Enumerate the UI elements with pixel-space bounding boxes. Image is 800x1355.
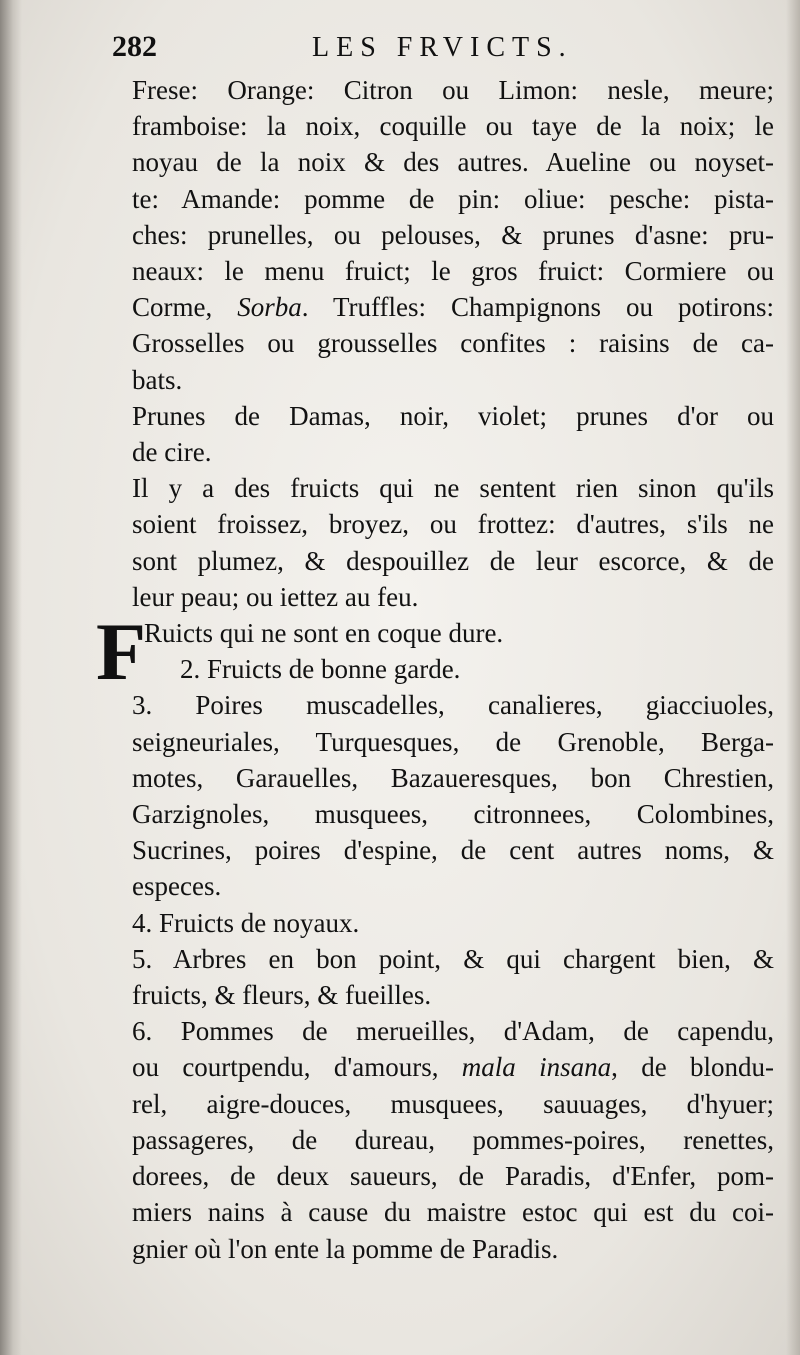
page-gutter-shadow <box>0 0 22 1355</box>
text-line: 6. Pommes de merueilles, d'Adam, de capendu, <box>132 1016 774 1047</box>
text-line: 3. Poires muscadelles, canalieres, giacciuoles, <box>132 690 774 721</box>
text-line: gnier où l'on ente la pomme de Paradis. <box>132 1233 559 1264</box>
text-line: 4. Fruicts de noyaux. <box>132 907 360 938</box>
text-line: miers nains à cause du maistre estoc qui est du coi- <box>132 1197 774 1228</box>
text-line: Corme, Sorba. Truffles: Champignons ou potirons: <box>132 292 774 323</box>
text-line: fruicts, & fleurs, & fueilles. <box>132 980 432 1011</box>
text-line: noyau de la noix & des autres. Aueline ou noyset- <box>132 147 774 178</box>
text-line: Sucrines, poires d'espine, de cent autres noms, & <box>132 835 774 866</box>
text-line: passageres, de dureau, pommes-poires, renettes, <box>132 1124 774 1155</box>
text-line: leur peau; ou iettez au feu. <box>132 581 419 612</box>
item-4-stone-fruits <box>102 905 774 941</box>
page-header <box>112 26 632 66</box>
text-line: Ruicts qui ne sont en coque dure. <box>144 618 504 649</box>
text-line: te: Amande: pomme de pin: oliue: pesche: pista- <box>132 183 774 214</box>
text-line: 2. Fruicts de bonne garde. <box>180 654 461 685</box>
page-number: 282 <box>112 30 157 63</box>
text-line: Il y a des fruicts qui ne sentent rien sinon qu'ils <box>132 473 774 504</box>
dropcap-section <box>96 606 774 698</box>
text-line: bats. <box>132 364 183 395</box>
item-3-pears <box>102 687 774 904</box>
text-line: Prunes de Damas, noir, violet; prunes d'or ou <box>132 400 774 431</box>
text-line: motes, Garauelles, Bazaueresques, bon Chrestien, <box>132 762 774 793</box>
text-line: Garzignoles, musquees, citronnees, Colombines, <box>132 799 774 830</box>
text-line: Grosselles ou grousselles confites : raisins de ca- <box>132 328 774 359</box>
text-line: rel, aigre-douces, musquees, sauuages, d'hyuer; <box>132 1088 774 1119</box>
text-line: seigneuriales, Turquesques, de Grenoble, Berga- <box>132 726 774 757</box>
text-line: 5. Arbres en bon point, & qui chargent bien, & <box>132 943 774 974</box>
text-line: ches: prunelles, ou pelouses, & prunes d'asne: pru- <box>132 219 774 250</box>
text-line: de cire. <box>132 437 212 468</box>
text-line: framboise: la noix, coquille ou taye de la noix; le <box>132 111 774 142</box>
text-line: sont plumez, & despouillez de leur escorce, & de <box>132 545 774 576</box>
paragraph-scents <box>102 470 774 615</box>
text-line: neaux: le menu fruict; le gros fruict: Cormiere ou <box>132 256 774 287</box>
dropcap-letter: F <box>96 606 147 698</box>
text-line: soient froissez, broyez, ou frottez: d'autres, s'ils ne <box>132 509 774 540</box>
item-5-trees <box>102 941 774 1013</box>
page-edge-shadow <box>786 0 800 1355</box>
item-6-apples <box>102 1013 774 1266</box>
paragraph-fruit-names <box>102 72 774 398</box>
running-title: LES FRVICTS. <box>312 32 573 63</box>
paragraph-prunes <box>102 398 774 470</box>
text-line: dorees, de deux saueurs, de Paradis, d'Enfer, pom- <box>132 1161 774 1192</box>
body-text <box>96 72 774 1267</box>
text-line: ou courtpendu, d'amours, mala insana, de blondu- <box>132 1052 774 1083</box>
text-line: especes. <box>132 871 222 902</box>
text-line: Frese: Orange: Citron ou Limon: nesle, meure; <box>132 75 774 105</box>
